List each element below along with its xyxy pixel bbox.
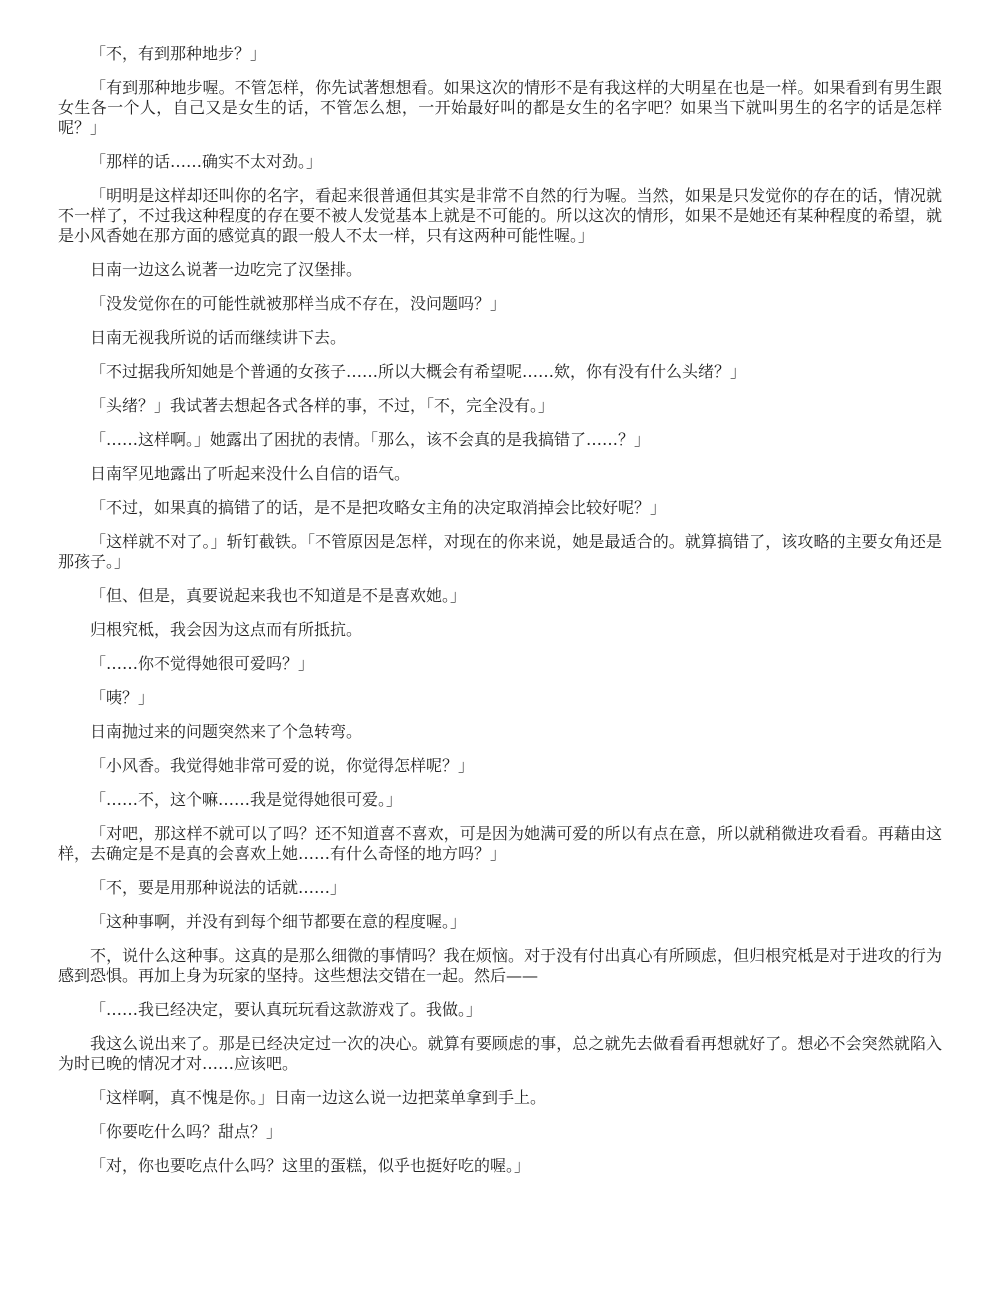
paragraph: 「不，要是用那种说法的话就……」: [90, 878, 347, 897]
paragraph: 「……这样啊。」她露出了困扰的表情。「那么，该不会真的是我搞错了……？」: [90, 430, 651, 449]
paragraph: 日南一边这么说著一边吃完了汉堡排。: [90, 260, 363, 279]
paragraph: 「不，有到那种地步？」: [90, 44, 267, 63]
paragraph: 「……你不觉得她很可爱吗？」: [90, 654, 315, 673]
paragraph: 「对，你也要吃点什么吗？这里的蛋糕，似乎也挺好吃的喔。」: [90, 1156, 531, 1175]
paragraph: 日南抛过来的问题突然来了个急转弯。: [90, 722, 363, 741]
paragraph: 「不过，如果真的搞错了的话，是不是把攻略女主角的决定取消掉会比较好呢？」: [90, 498, 667, 517]
paragraph: 「头绪？」我试著去想起各式各样的事，不过，「不，完全没有。」: [90, 396, 555, 415]
paragraph: 「没发觉你在的可能性就被那样当成不存在，没问题吗？」: [90, 294, 507, 313]
paragraph: 「……我已经决定，要认真玩玩看这款游戏了。我做。」: [90, 1000, 483, 1019]
paragraph: 「这样啊，真不愧是你。」日南一边这么说一边把菜单拿到手上。: [90, 1088, 547, 1107]
paragraph: 「不过据我所知她是个普通的女孩子……所以大概会有希望呢……欸，你有没有什么头绪？」: [90, 362, 747, 381]
paragraph: 日南无视我所说的话而继续讲下去。: [90, 328, 347, 347]
paragraph: 「但、但是，真要说起来我也不知道是不是喜欢她。」: [90, 586, 467, 605]
paragraph: 「咦？」: [90, 688, 155, 707]
paragraph: 日南罕见地露出了听起来没什么自信的语气。: [90, 464, 411, 483]
paragraph: 我这么说出来了。那是已经决定过一次的决心。就算有要顾虑的事，总之就先去做看看再想就好了。想必不会突然就陷入为时已晚的情况才对……应该吧。: [58, 1034, 942, 1073]
paragraph: 「这种事啊，并没有到每个细节都要在意的程度喔。」: [90, 912, 467, 931]
paragraph: 「明明是这样却还叫你的名字，看起来很普通但其实是非常不自然的行为喔。当然，如果是只发觉你的存在的话，情况就不一样了，不过我这种程度的存在要不被人发觉基本上就是不可能的。所以这次的情形，如果不是她还有某种程度的希望，就是小风香她在那方面的感觉真的跟一般人不太一样，只有这两种可能性喔。」: [58, 186, 942, 245]
paragraph: 「小风香。我觉得她非常可爱的说，你觉得怎样呢？」: [90, 756, 475, 775]
paragraph: 「那样的话……确实不太对劲。」: [90, 152, 323, 171]
paragraph: 不，说什么这种事。这真的是那么细微的事情吗？我在烦恼。对于没有付出真心有所顾虑，但归根究柢是对于进攻的行为感到恐惧。再加上身为玩家的坚持。这些想法交错在一起。然后——: [58, 946, 942, 985]
paragraph: 「……不，这个嘛……我是觉得她很可爱。」: [90, 790, 403, 809]
paragraph: 「对吧，那这样不就可以了吗？还不知道喜不喜欢，可是因为她满可爱的所以有点在意，所以就稍微进攻看看。再藉由这样，去确定是不是真的会喜欢上她……有什么奇怪的地方吗？」: [58, 824, 942, 863]
paragraph: 「这样就不对了。」斩钉截铁。「不管原因是怎样，对现在的你来说，她是最适合的。就算搞错了，该攻略的主要女角还是那孩子。」: [58, 532, 942, 571]
paragraph: 「有到那种地步喔。不管怎样，你先试著想想看。如果这次的情形不是有我这样的大明星在也是一样。如果看到有男生跟女生各一个人，自己又是女生的话，不管怎么想，一开始最好叫的都是女生的名字吧？如果当下就叫男生的名字的话是怎样呢？」: [58, 78, 942, 137]
paragraph: 归根究柢，我会因为这点而有所抵抗。: [90, 620, 363, 639]
paragraph: 「你要吃什么吗？甜点？」: [90, 1122, 283, 1141]
